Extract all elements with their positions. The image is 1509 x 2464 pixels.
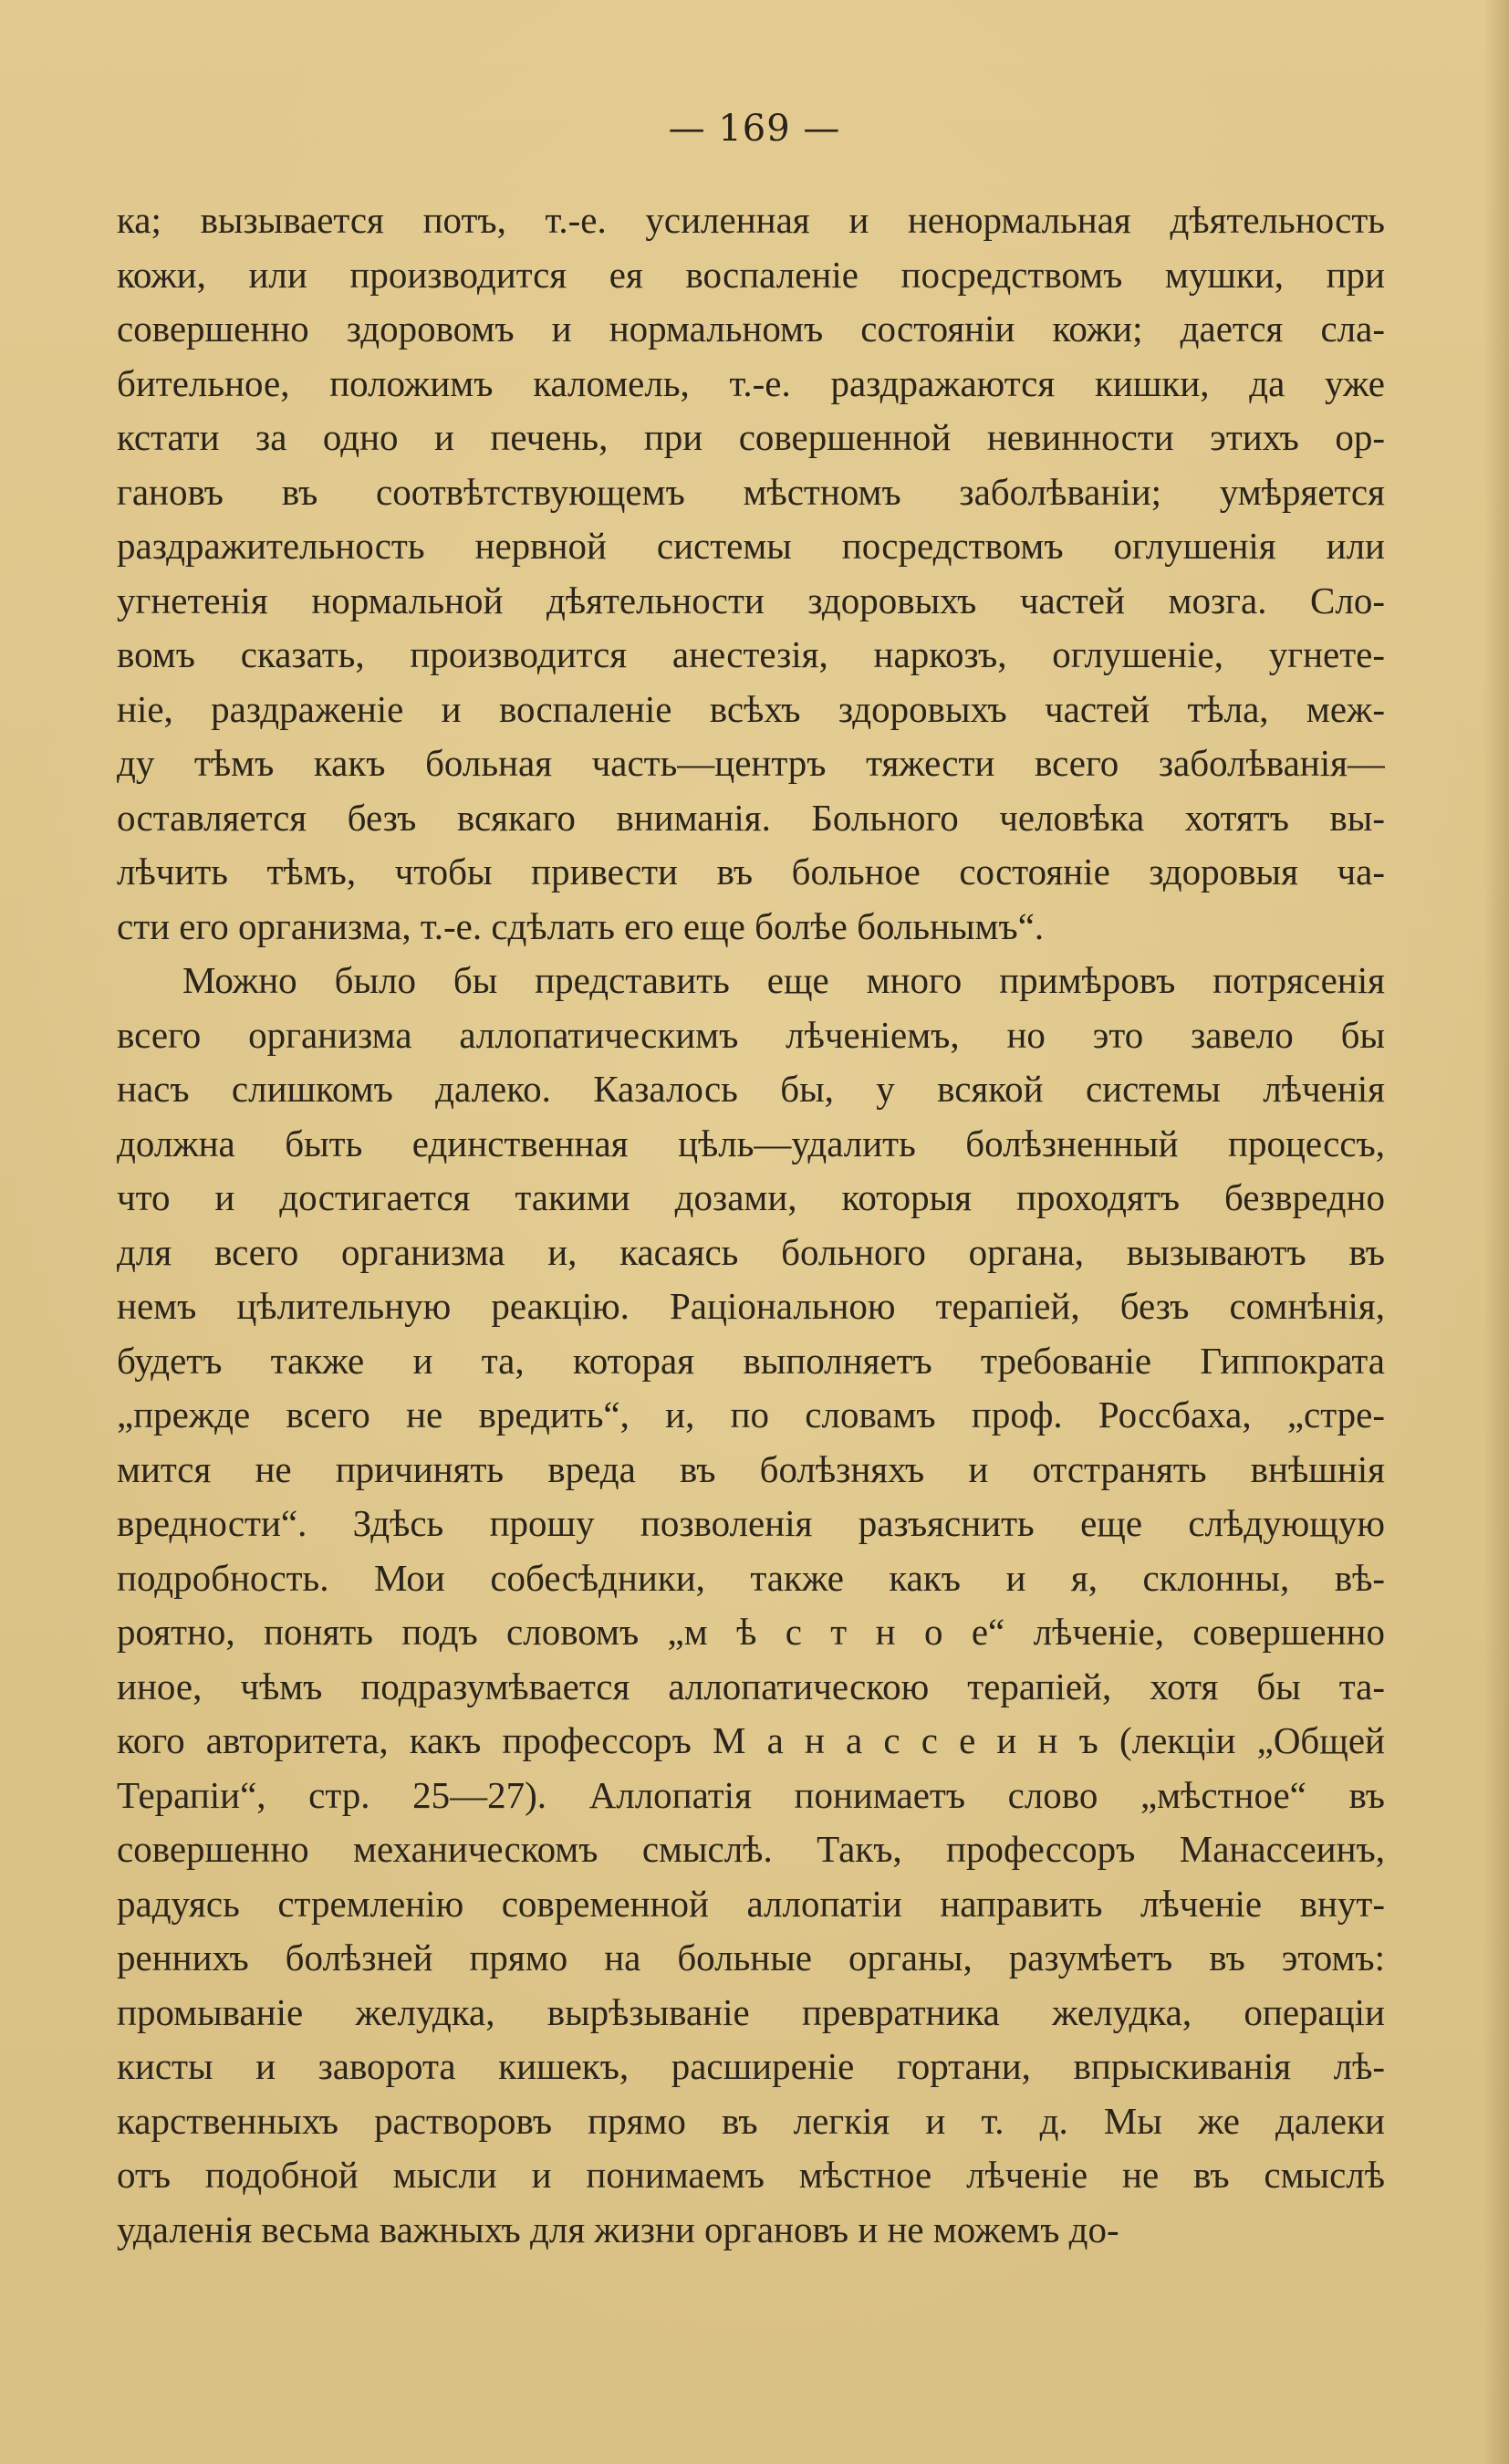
- text-line: должна быть единственная цѣль—удалить болѣзненный процессъ,: [117, 1122, 1385, 1164]
- text-line: реннихъ болѣзней прямо на больные органы, разумѣетъ въ этомъ:: [117, 1937, 1385, 1979]
- text-line: мится не причинять вреда въ болѣзняхъ и отстранять внѣшнія: [117, 1447, 1385, 1490]
- text-line: для всего организма и, касаясь больного органа, вызываютъ въ: [117, 1230, 1385, 1273]
- page-number: — 169 —: [668, 108, 841, 150]
- text-line: кстати за одно и печень, при совершенной невинности этихъ ор-: [117, 416, 1385, 458]
- text-line: вредности“. Здѣсь прошу позволенія разъяснить еще слѣдующую: [117, 1502, 1385, 1544]
- body-text: [117, 193, 1385, 2257]
- text-line: радуясь стремленію современной аллопатіи направить лѣченіе внут-: [117, 1882, 1385, 1925]
- text-line: раздражительность нервной системы посредствомъ оглушенія или: [117, 525, 1385, 567]
- text-line: кожи, или производится ея воспаленіе посредствомъ мушки, при: [117, 253, 1385, 296]
- text-line: подробность. Мои собесѣдники, также какъ и я, склонны, вѣ-: [117, 1556, 1385, 1599]
- text-line: Терапіи“, стр. 25—27). Аллопатія понимаетъ слово „мѣстное“ въ: [117, 1773, 1385, 1816]
- text-line: карственныхъ растворовъ прямо въ легкія и т. д. Мы же далеки: [117, 2099, 1385, 2142]
- text-line: иное, чѣмъ подразумѣвается аллопатическою терапіей, хотя бы та-: [117, 1665, 1385, 1707]
- text-line: угнетенія нормальной дѣятельности здоровыхъ частей мозга. Сло-: [117, 579, 1385, 621]
- text-line: ка; вызывается потъ, т.-е. усиленная и ненормальная дѣятельность: [117, 199, 1385, 241]
- text-line: насъ слишкомъ далеко. Казалось бы, у всякой системы лѣченія: [117, 1068, 1385, 1110]
- text-line: совершенно механическомъ смыслѣ. Такъ, профессоръ Манассеинъ,: [117, 1828, 1385, 1870]
- text-line: ніе, раздраженіе и воспаленіе всѣхъ здоровыхъ частей тѣла, меж-: [117, 687, 1385, 730]
- text-line: „прежде всего не вредить“, и, по словамъ проф. Россбаха, „стре-: [117, 1394, 1385, 1436]
- text-line: гановъ въ соотвѣтствующемъ мѣстномъ заболѣваніи; умѣряется: [117, 470, 1385, 513]
- page-edge-shadow: [1483, 0, 1509, 2464]
- text-line: немъ цѣлительную реакцію. Раціональною терапіей, безъ сомнѣнія,: [117, 1285, 1385, 1327]
- text-line: кого авторитета, какъ профессоръ М а н а с с е и н ъ (лекціи „Общей: [117, 1719, 1385, 1761]
- text-line: удаленія весьма важныхъ для жизни органовъ и не можемъ до-: [117, 2208, 1119, 2250]
- text-line: вомъ сказать, производится анестезія, наркозъ, оглушеніе, угнете-: [117, 633, 1385, 675]
- text-line: кисты и заворота кишекъ, расширеніе гортани, впрыскиванія лѣ-: [117, 2045, 1385, 2087]
- text-line: всего организма аллопатическимъ лѣченіемъ, но это завело бы: [117, 1013, 1385, 1056]
- text-line: ду тѣмъ какъ больная часть—центръ тяжести всего заболѣванія—: [117, 742, 1385, 784]
- text-line: роятно, понять подъ словомъ „м ѣ с т н о е“ лѣченіе, совершенно: [117, 1611, 1385, 1653]
- text-line: отъ подобной мысли и понимаемъ мѣстное лѣченіе не въ смыслѣ: [117, 2154, 1385, 2196]
- text-line: что и достигается такими дозами, которыя проходятъ безвредно: [117, 1176, 1385, 1218]
- text-line: будетъ также и та, которая выполняетъ требованіе Гиппократа: [117, 1339, 1385, 1382]
- text-line: промываніе желудка, вырѣзываніе превратника желудка, операціи: [117, 1990, 1385, 2033]
- text-line: оставляется безъ всякаго вниманія. Больного человѣка хотятъ вы-: [117, 796, 1385, 839]
- text-line: сти его организма, т.-е. сдѣлать его еще болѣе больнымъ“.: [117, 904, 1045, 947]
- text-line: бительное, положимъ каломель, т.-е. раздражаются кишки, да уже: [117, 361, 1385, 404]
- text-line: Можно было бы представить еще много примѣровъ потрясенія: [182, 959, 1385, 1001]
- text-line: лѣчить тѣмъ, чтобы привести въ больное состояніе здоровыя ча-: [117, 851, 1385, 893]
- text-line: совершенно здоровомъ и нормальномъ состояніи кожи; дается сла-: [117, 308, 1385, 350]
